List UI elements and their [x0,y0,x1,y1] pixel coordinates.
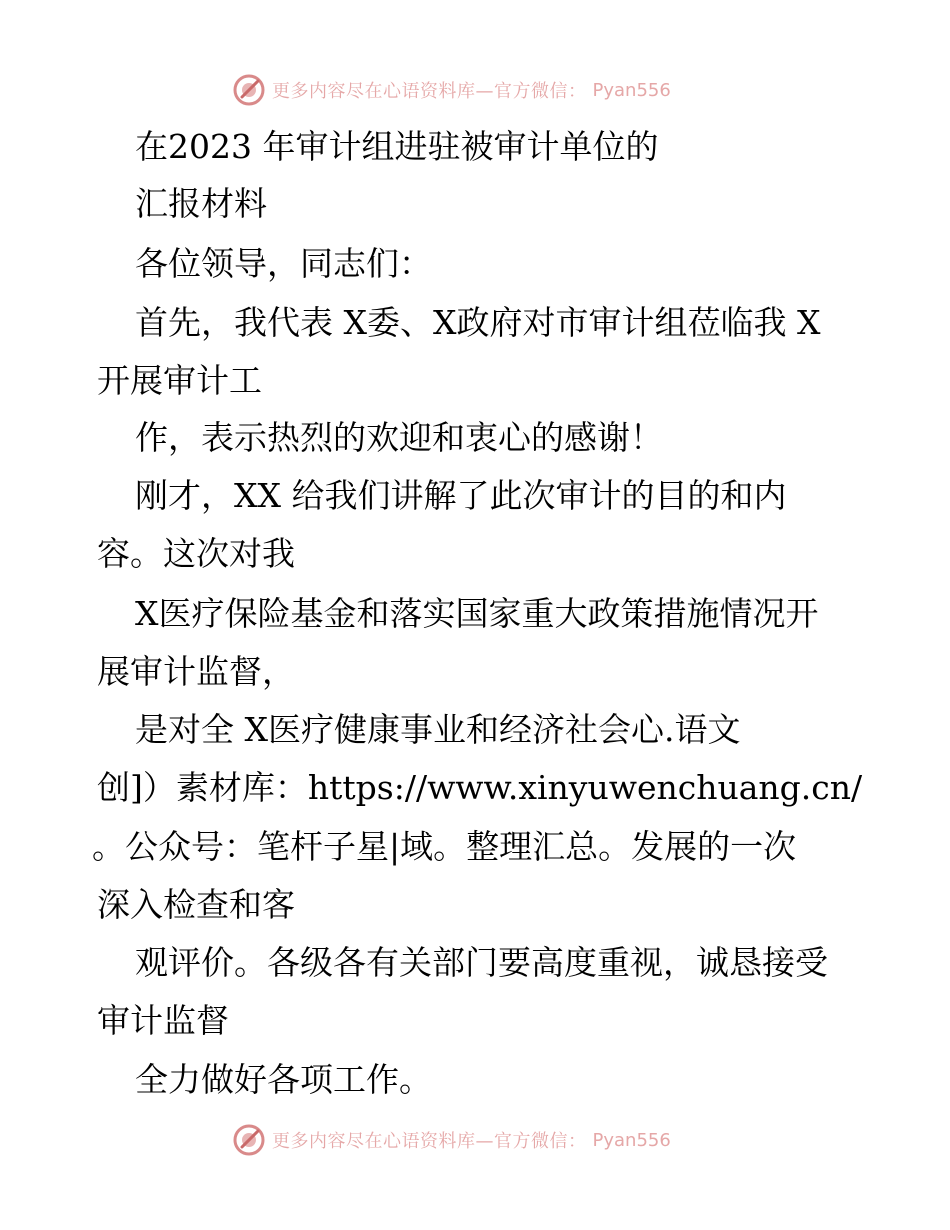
doc-line: 容。这次对我 [97,534,295,573]
doc-line: 各位领导，同志们： [135,244,432,283]
doc-line: 首先，我代表 X委、X政府对市审计组莅临我 X [135,303,821,342]
doc-line: 汇报材料 [135,184,267,223]
doc-line: X医疗保险基金和落实国家重大政策措施情况开 [135,594,819,633]
doc-line: 观评价。各级各有关部门要高度重视，诚恳接受 [135,943,828,982]
watermark-banner-top [232,70,671,110]
brand-logo-icon [232,73,266,107]
doc-line: 展审计监督， [97,652,295,691]
doc-line: 开展审计工 [97,361,262,400]
doc-line: 作，表示热烈的欢迎和衷心的感谢！ [135,418,663,457]
doc-line: 创]）素材库：https://www.xinyuwenchuang.cn/ [97,768,863,807]
watermark-text: 更多内容尽在心语资料库—官方微信： [272,81,587,102]
doc-line: 全力做好各项工作。 [135,1060,432,1099]
doc-line: 深入检查和客 [97,885,295,924]
brand-logo-icon [232,1123,266,1157]
watermark-id: Pyan556 [592,1129,671,1151]
watermark-id: Pyan556 [592,79,671,101]
doc-line: 审计监督 [97,1001,229,1040]
watermark-banner-bottom [232,1120,671,1160]
doc-line: 。公众号：笔杆子星|域。整理汇总。发展的一次 [92,827,797,866]
doc-line: 在2023 年审计组进驻被审计单位的 [135,127,659,166]
doc-line: 是对全 X医疗健康事业和经济社会心.语文 [135,710,741,749]
watermark-text: 更多内容尽在心语资料库—官方微信： [272,1131,587,1152]
doc-line: 刚才，XX 给我们讲解了此次审计的目的和内 [135,476,787,515]
